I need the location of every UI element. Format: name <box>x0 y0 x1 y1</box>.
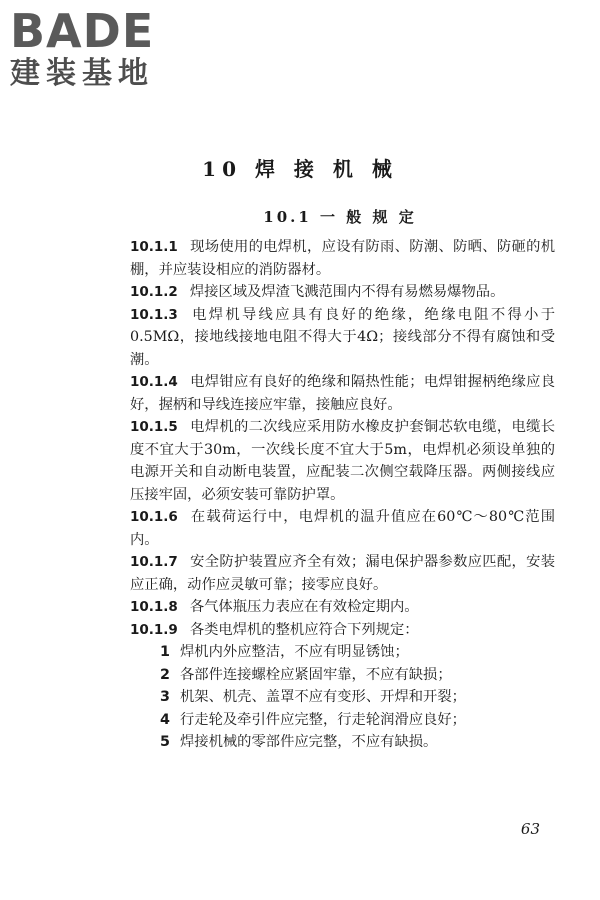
document-body <box>130 236 555 754</box>
logo-mark: BADE <box>10 4 155 58</box>
clause-text: 焊接区域及焊渣飞溅范围内不得有易燃易爆物品。 <box>189 284 505 300</box>
list-item-number: 2 <box>160 666 170 683</box>
clause-text: 电焊钳应有良好的绝缘和隔热性能；电焊钳握柄绝缘应良好，握柄和导线连接应牢靠，接触应良好。 <box>130 374 555 413</box>
clause-text: 在载荷运行中，电焊机的温升值应在60℃～80℃范围内。 <box>130 509 555 548</box>
clause-number: 10.1.5 <box>130 419 178 435</box>
list-item-text: 焊接机械的零部件应完整，不应有缺损。 <box>180 734 438 750</box>
clause-number: 10.1.7 <box>130 554 178 570</box>
list-item-text: 各部件连接螺栓应紧固牢靠，不应有缺损； <box>180 666 452 683</box>
clause <box>130 619 555 642</box>
clause-number: 10.1.6 <box>130 509 178 525</box>
section-title: 10.1 一 般 规 定 <box>263 208 417 226</box>
clause-text: 电焊机的二次线应采用防水橡皮护套铜芯软电缆，电缆长度不宜大于30m，一次线长度不宜大于5m，电焊机必须设单独的电源开关和自动断电装置，应配装二次侧空载降压器。两侧接线应压接牢固，必须安装可靠防护罩。 <box>130 419 555 503</box>
clause-number: 10.1.8 <box>130 599 178 615</box>
clause-text: 安全防护装置应齐全有效；漏电保护器参数应匹配，安装应正确，动作应灵敏可靠；接零应良好。 <box>130 554 555 593</box>
clause-text: 现场使用的电焊机，应设有防雨、防潮、防晒、防砸的机棚，并应装设相应的消防器材。 <box>130 239 555 278</box>
list-item <box>130 641 555 664</box>
list-item <box>130 664 555 687</box>
clause-text: 各气体瓶压力表应在有效检定期内。 <box>189 599 419 615</box>
list-item-text: 行走轮及牵引件应完整，行走轮润滑应良好； <box>180 711 466 728</box>
clause-number: 10.1.4 <box>130 374 178 390</box>
clause-text: 各类电焊机的整机应符合下列规定： <box>189 621 419 638</box>
list-item-text: 焊机内外应整洁，不应有明显锈蚀； <box>180 644 409 660</box>
list-item-number: 4 <box>160 711 170 728</box>
clause-number: 10.1.2 <box>130 284 178 300</box>
list-item-number: 3 <box>160 689 170 705</box>
list-item <box>130 731 555 754</box>
chapter-title: 10 焊 接 机 械 <box>202 157 398 181</box>
clause <box>130 371 555 416</box>
clause-text: 电焊机导线应具有良好的绝缘，绝缘电阻不得小于0.5MΩ，接地线接地电阻不得大于4Ω；接线部分不得有腐蚀和受潮。 <box>130 306 555 368</box>
clause <box>130 304 555 372</box>
clause-number: 10.1.3 <box>130 306 178 323</box>
list-item-text: 机架、机壳、盖罩不应有变形、开焊和开裂； <box>180 689 466 705</box>
page-number: 63 <box>520 820 540 838</box>
publisher-logo <box>10 6 180 92</box>
clause <box>130 506 555 551</box>
clause <box>130 236 555 281</box>
list-item-number: 1 <box>160 644 170 660</box>
clause <box>130 551 555 596</box>
list-item <box>130 709 555 732</box>
clause-number: 10.1.9 <box>130 621 178 638</box>
list-item <box>130 686 555 709</box>
clause <box>130 281 555 304</box>
clause <box>130 596 555 619</box>
logo-subtitle: 建装基地 <box>10 56 154 91</box>
clause-number: 10.1.1 <box>130 239 178 255</box>
clause <box>130 416 555 506</box>
list-item-number: 5 <box>160 734 170 750</box>
